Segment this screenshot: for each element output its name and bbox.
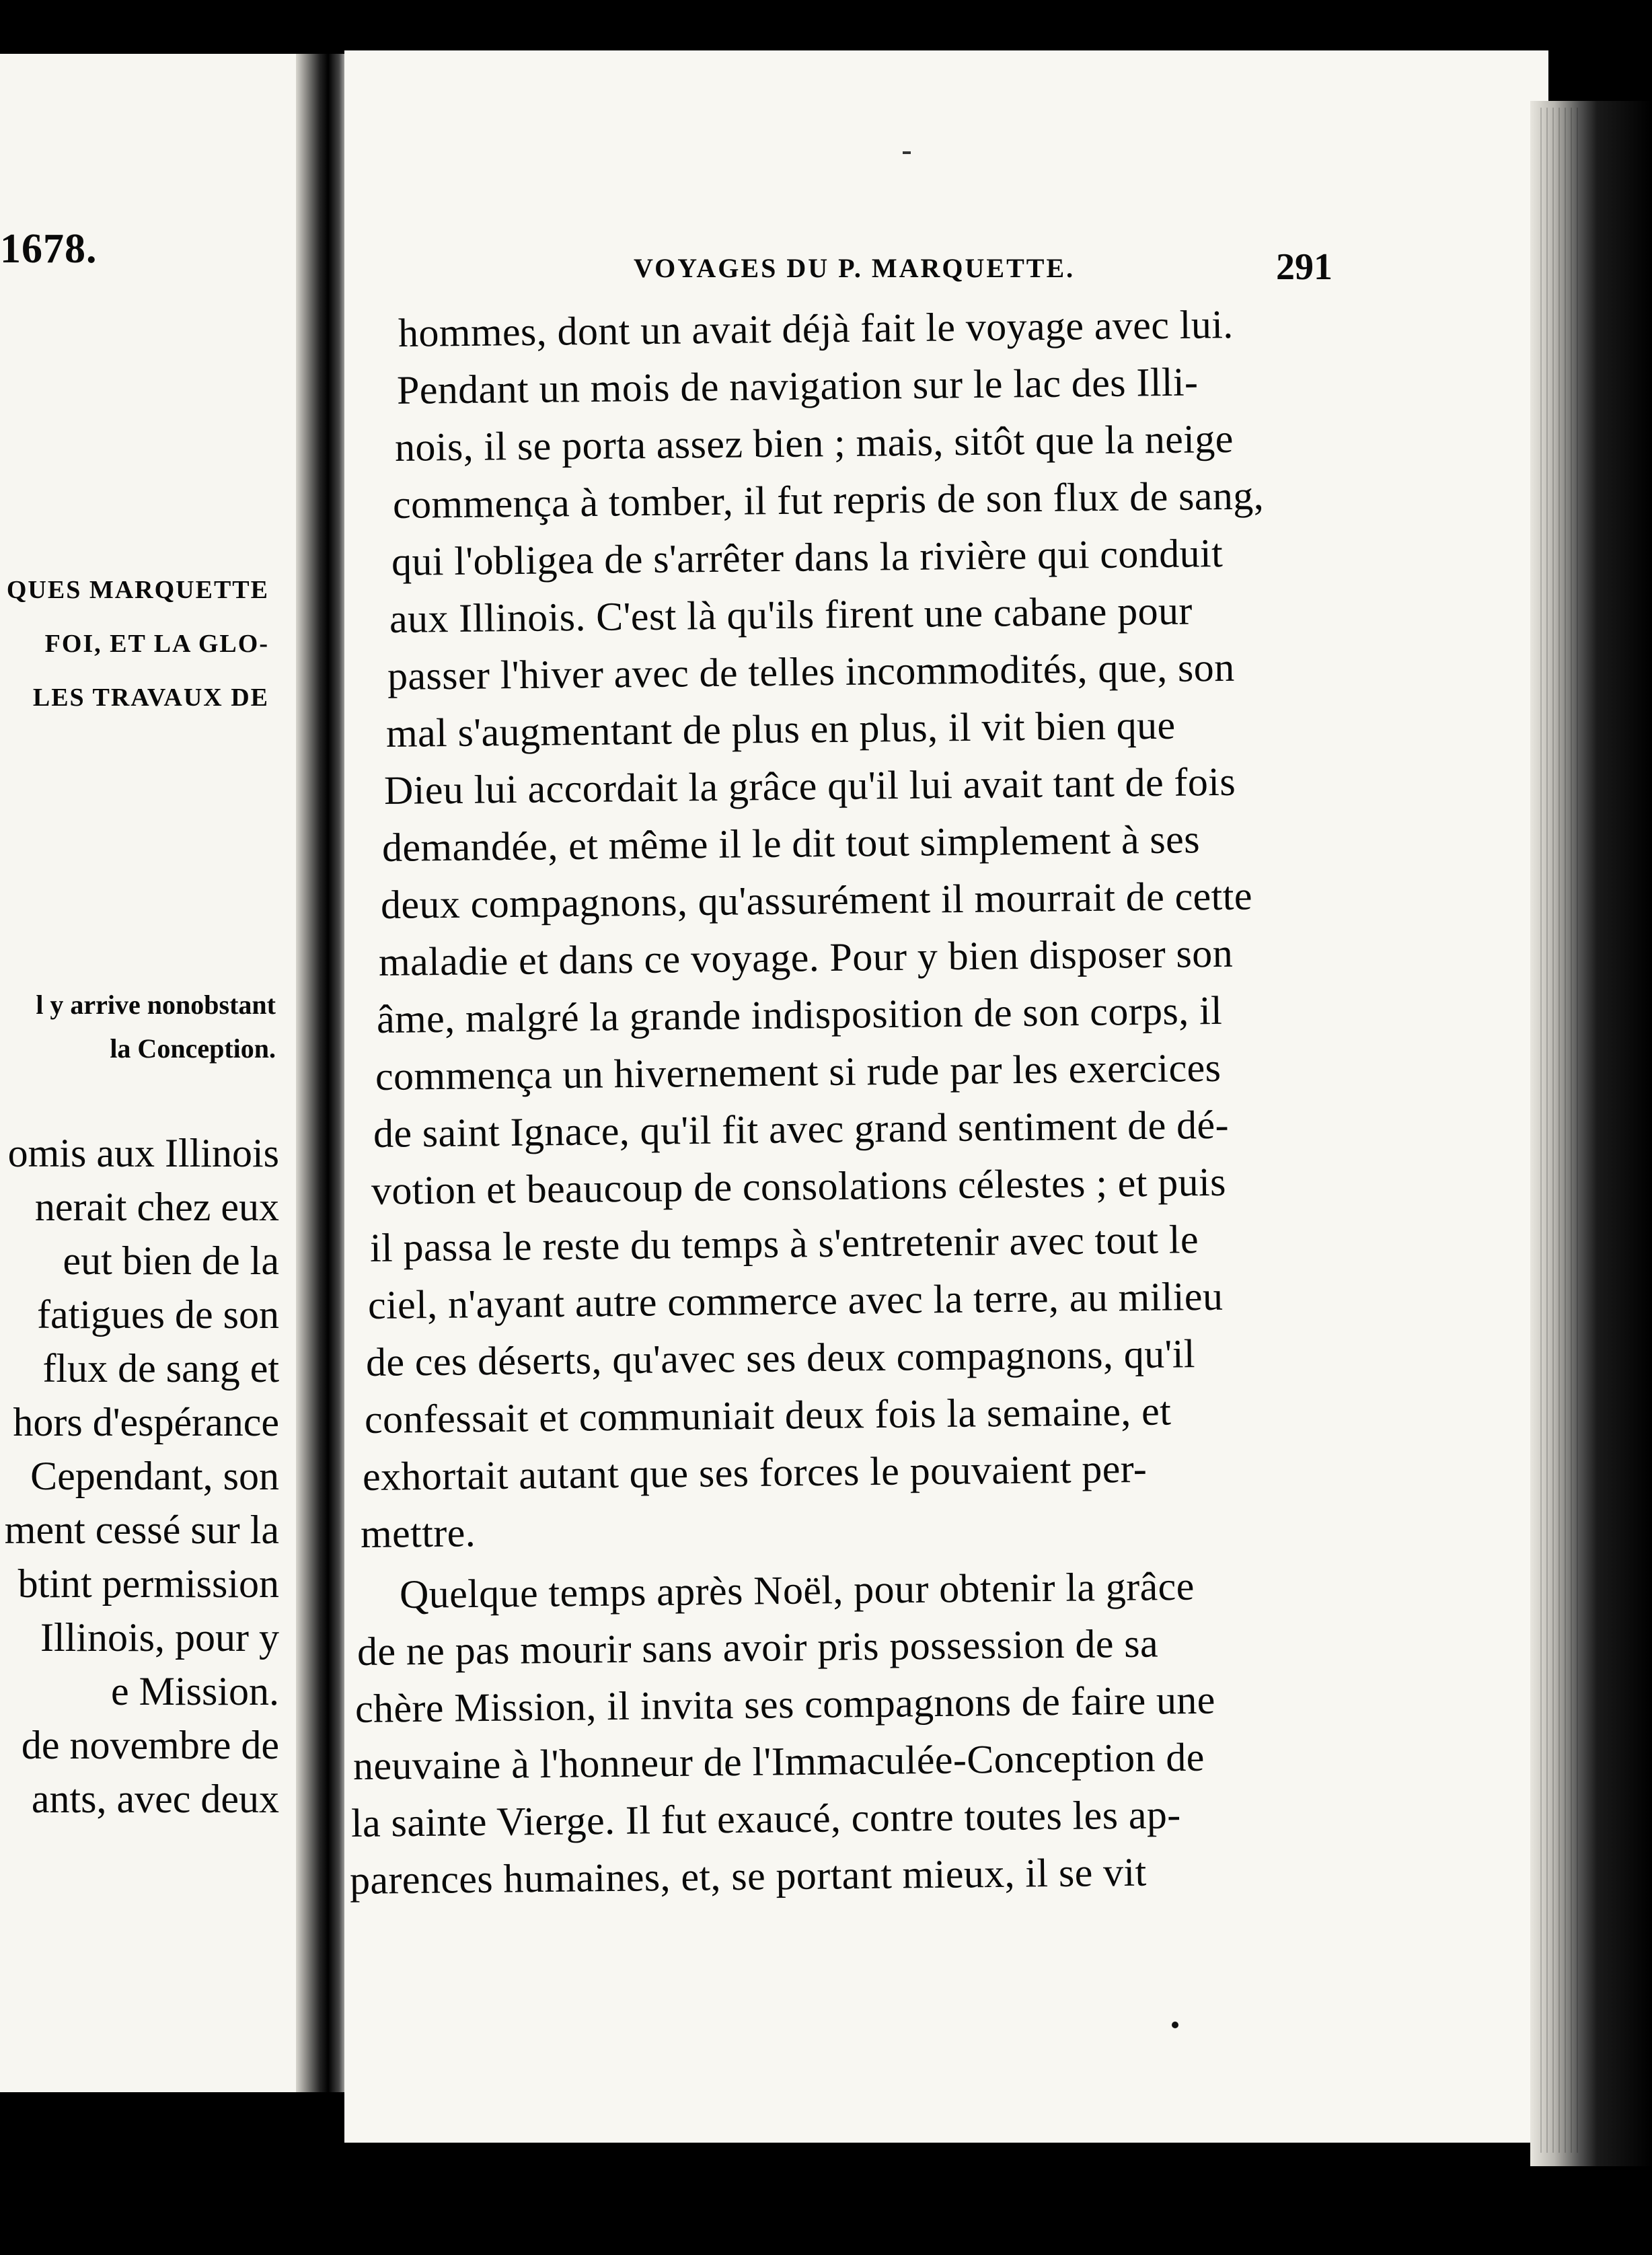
left-body-line: hors d'espérance [13, 1400, 279, 1444]
ink-speck [1172, 2022, 1178, 2028]
left-body-line: e Mission. [110, 1669, 279, 1713]
page-stack-edges [1540, 108, 1581, 2153]
text-line: de ces déserts, qu'avec ses deux compagnons, qu'il [365, 1331, 1196, 1384]
left-body-line: nerait chez eux [34, 1185, 279, 1229]
text-line: demandée, et même il le dit tout simplement à ses [381, 817, 1201, 870]
left-caps-line-1: QUES MARQUETTE [6, 576, 269, 604]
left-body-line: fatigues de son [37, 1292, 279, 1337]
text-line: neuvaine à l'honneur de l'Immaculée-Conception de [352, 1734, 1205, 1788]
right-page [344, 50, 1548, 2143]
text-line: commença à tomber, il fut repris de son flux de sang, [392, 473, 1265, 527]
text-line: mal s'augmentant de plus en plus, il vit bien que [385, 702, 1176, 755]
left-body-line: eut bien de la [63, 1239, 279, 1283]
text-line: hommes, dont un avait déjà fait le voyage avec lui. [398, 301, 1234, 355]
text-line: de ne pas mourir sans avoir pris possession de sa [356, 1621, 1159, 1674]
text-line: maladie et dans ce voyage. Pour y bien disposer son [378, 930, 1234, 984]
left-body-line: flux de sang et [42, 1346, 279, 1391]
left-side-note-line-1: l y arrive nonobstant [36, 990, 276, 1020]
text-line: de saint Ignace, qu'il fit avec grand sentiment de dé- [373, 1102, 1230, 1156]
text-line: la sainte Vierge. Il fut exaucé, contre toutes les ap- [350, 1792, 1181, 1845]
text-line: âme, malgré la grande indisposition de son corps, il [376, 988, 1223, 1041]
body-text [344, 50, 1548, 2143]
text-line: deux compagnons, qu'assurément il mourrait de cette [380, 873, 1253, 927]
left-body-line: ants, avec deux [31, 1777, 279, 1821]
book-gutter-shadow [296, 54, 350, 2092]
text-line: exhortait autant que ses forces le pouvaient per- [362, 1446, 1148, 1499]
page-number: 291 [1276, 246, 1332, 288]
left-caps-line-3: LES TRAVAUX DE [32, 683, 269, 712]
text-line: qui l'obligea de s'arrêter dans la rivière qui conduit [391, 531, 1224, 584]
text-line: chère Mission, il invita ses compagnons de faire une [354, 1677, 1216, 1731]
text-line: passer l'hiver avec de telles incommodités, que, son [387, 644, 1235, 698]
left-side-note-line-2: la Conception. [110, 1033, 276, 1064]
text-line: nois, il se porta assez bien ; mais, sitôt que la neige [394, 416, 1234, 470]
left-caps-line-2: FOI, ET LA GLO- [44, 630, 269, 658]
text-line: commença un hivernement si rude par les exercices [375, 1045, 1222, 1099]
left-body-line: Illinois, pour y [40, 1615, 279, 1660]
text-line: il passa le reste du temps à s'entretenir avec tout le [369, 1217, 1199, 1270]
left-body-line: ment cessé sur la [4, 1508, 279, 1552]
text-line: ciel, n'ayant autre commerce avec la terre, au milieu [367, 1273, 1224, 1327]
text-line: votion et beaucoup de consolations célestes ; et puis [371, 1159, 1227, 1213]
left-page-year: 1678. [0, 226, 98, 272]
left-body-line: de novembre de [21, 1723, 279, 1767]
text-line: confessait et communiait deux fois la semaine, et [364, 1389, 1172, 1442]
text-line: Pendant un mois de navigation sur le lac des Illi- [396, 359, 1199, 412]
text-line: aux Illinois. C'est là qu'ils firent une cabane pour [389, 588, 1193, 641]
left-body-line: btint permission [17, 1561, 279, 1606]
left-page-fragment [0, 54, 309, 2092]
left-body-line: omis aux Illinois [7, 1131, 279, 1175]
text-line: parences humaines, et, se portant mieux, il se vit [349, 1849, 1147, 1902]
text-line: Quelque temps après Noël, pour obtenir la grâce [399, 1563, 1195, 1617]
text-line: Dieu lui accordait la grâce qu'il lui avait tant de fois [383, 759, 1236, 813]
left-body-line: Cependant, son [30, 1454, 279, 1498]
running-head: VOYAGES DU P. MARQUETTE. [634, 253, 1076, 283]
text-line: mettre. [360, 1510, 476, 1556]
